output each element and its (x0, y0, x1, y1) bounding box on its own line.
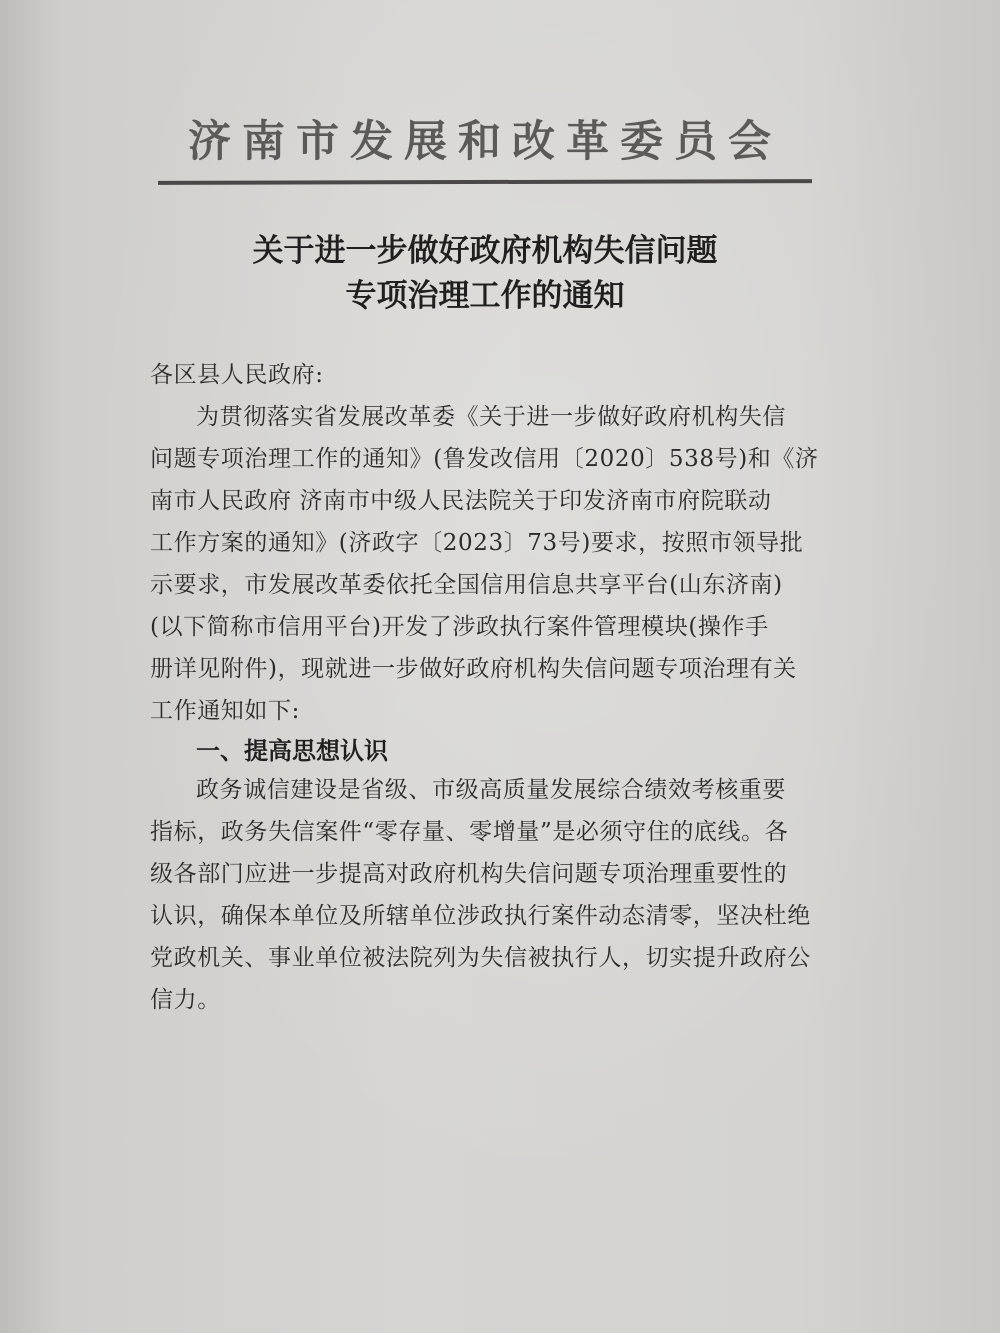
paragraph-line: 党政机关、事业单位被法院列为失信被执行人，切实提升政府公 (150, 945, 811, 971)
paragraph-line: 认识，确保本单位及所辖单位涉政执行案件动态清零，坚决杜绝 (150, 903, 811, 929)
header-divider (158, 179, 812, 185)
org-header: 济南市发展和改革委员会 (188, 117, 782, 167)
paragraph-line: 问题专项治理工作的通知》(鲁发改信用〔2020〕538号)和《济 (150, 446, 819, 472)
paragraph-line: 工作方案的通知》(济政字〔2023〕73号)要求，按照市领导批 (150, 530, 804, 556)
paragraph-line: 示要求，市发展改革委依托全国信用信息共享平台(山东济南) (150, 572, 783, 598)
paragraph-line: 政务诚信建设是省级、市级高质量发展综合绩效考核重要 (196, 777, 786, 803)
paragraph-line: (以下简称市信用平台)开发了涉政执行案件管理模块(操作手 (150, 614, 769, 640)
paragraph-line: 南市人民政府 济南市中级人民法院关于印发济南市府院联动 (150, 488, 772, 514)
section-heading: 一、提高思想认识 (196, 736, 388, 765)
paragraph-line: 指标，政务失信案件“零存量、零增量”是必须守住的底线。各 (150, 819, 789, 845)
paragraph-line: 为贯彻落实省发展改革委《关于进一步做好政府机构失信 (196, 404, 786, 430)
document-title-line-1: 关于进一步做好政府机构失信问题 (252, 233, 718, 269)
paragraph-line: 信力。 (150, 987, 221, 1013)
paragraph-line: 级各部门应进一步提高对政府机构失信问题专项治理重要性的 (150, 861, 788, 887)
paragraph-line: 册详见附件)，现就进一步做好政府机构失信问题专项治理有关 (150, 656, 797, 682)
document-title-line-2: 专项治理工作的通知 (345, 278, 625, 314)
paragraph-line: 工作通知如下: (150, 698, 300, 724)
salutation: 各区县人民政府: (150, 362, 324, 388)
